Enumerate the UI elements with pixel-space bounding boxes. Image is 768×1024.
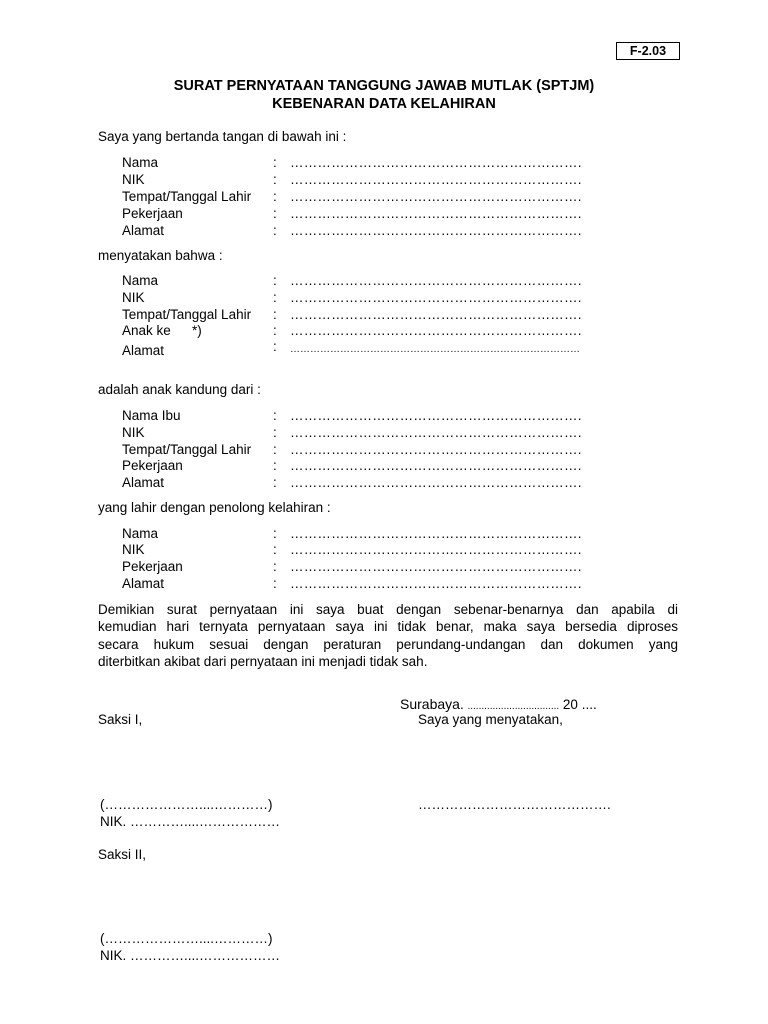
declarant-name-line: ……………………………………. (418, 797, 611, 812)
section2-label-ttl: Tempat/Tanggal Lahir (122, 307, 252, 322)
colon: : (273, 323, 277, 338)
section4-intro: yang lahir dengan penolong kelahiran : (98, 500, 331, 515)
fill-line: ………………………………………………………. (290, 273, 582, 288)
section1-label-nik: NIK (122, 172, 145, 187)
section4-label-nama: Nama (122, 526, 159, 541)
place-city: Surabaya (400, 696, 460, 712)
fill-line: ………………………………………………………. (290, 526, 582, 541)
colon: : (273, 576, 277, 591)
section2-label-anak-ke: Anak ke (122, 323, 171, 338)
saksi2-label: Saksi II, (98, 847, 147, 862)
section3-label-alamat: Alamat (122, 475, 165, 490)
section2-label-alamat: Alamat (122, 343, 165, 358)
colon: : (273, 425, 277, 440)
fill-line: ………………………………………………………. (290, 189, 582, 204)
saksi2-name-line: (…………………....…………) (100, 931, 273, 946)
fill-line: ………………………………………………………. (290, 458, 582, 473)
closing-line: kemudian hari ternyata pernyataan saya ini tidak benar, maka saya bersedia diproses (98, 619, 678, 635)
fill-line: ………………………………………………………. (290, 206, 582, 221)
closing-line: Demikian surat pernyataan ini saya buat dengan sebenar-benarnya dan apabila di (98, 602, 678, 617)
anak-ke-note: *) (192, 323, 202, 338)
section1-label-nama: Nama (122, 155, 159, 170)
colon: : (273, 526, 277, 541)
date-year: 20 .... (562, 697, 597, 712)
declarant-label: Saya yang menyatakan, (418, 712, 563, 727)
fill-line: ………………………………………………………. (290, 323, 582, 338)
colon: : (273, 542, 277, 557)
colon: : (273, 475, 277, 490)
fill-line: ………………………………………………………. (290, 172, 582, 187)
fill-line: ………………………………………………………. (290, 475, 582, 490)
section3-label-pekerjaan: Pekerjaan (122, 458, 183, 473)
colon: : (273, 172, 277, 187)
colon: : (273, 458, 277, 473)
fill-line: ………………………………………………………. (290, 559, 582, 574)
date-fill: ................................. (467, 701, 560, 712)
section3-label-nik: NIK (122, 425, 145, 440)
form-code-box: F-2.03 (616, 42, 680, 60)
colon: : (273, 339, 277, 354)
fill-line: ………………………………………………………. (290, 155, 582, 170)
saksi1-name-line: (…………………....…………) (100, 797, 273, 812)
fill-line: ………………………………………………………. (290, 576, 582, 591)
document-title: SURAT PERNYATAAN TANGGUNG JAWAB MUTLAK (SPTJM) (173, 78, 595, 94)
section4-label-nik: NIK (122, 542, 145, 557)
section2-label-nik: NIK (122, 290, 145, 305)
colon: : (273, 155, 277, 170)
colon: : (273, 189, 277, 204)
document-subtitle: KEBENARAN DATA KELAHIRAN (272, 96, 496, 112)
fill-line-small: …………………………………………………………………………… (290, 344, 580, 355)
fill-line: ………………………………………………………. (290, 542, 582, 557)
place-date: Surabaya. ................................. 20 .... (400, 696, 597, 712)
fill-line: ………………………………………………………. (290, 223, 582, 238)
section3-label-ttl: Tempat/Tanggal Lahir (122, 442, 252, 457)
colon: : (273, 408, 277, 423)
fill-line: ………………………………………………………. (290, 408, 582, 423)
saksi1-label: Saksi I, (98, 712, 143, 727)
closing-paragraph (98, 601, 678, 671)
colon: : (273, 223, 277, 238)
section1-intro: Saya yang bertanda tangan di bawah ini : (98, 129, 347, 144)
fill-line: ………………………………………………………. (290, 307, 582, 322)
fill-line: ………………………………………………………. (290, 425, 582, 440)
section2-intro: menyatakan bahwa : (98, 248, 223, 263)
colon: : (273, 206, 277, 221)
colon: : (273, 559, 277, 574)
section2-label-nama: Nama (122, 273, 159, 288)
closing-line: diterbitkan akibat dari pernyataan ini menjadi tidak sah. (98, 654, 428, 670)
section1-label-alamat: Alamat (122, 223, 165, 238)
colon: : (273, 273, 277, 288)
saksi1-nik-line: NIK. …………....……………… (100, 814, 281, 829)
saksi2-nik-line: NIK. …………....……………… (100, 948, 281, 963)
colon: : (273, 442, 277, 457)
section3-intro: adalah anak kandung dari : (98, 382, 261, 397)
colon: : (273, 290, 277, 305)
colon: : (273, 307, 277, 322)
section3-label-nama-ibu: Nama Ibu (122, 408, 181, 423)
section1-label-pekerjaan: Pekerjaan (122, 206, 183, 221)
closing-line: secara hukum sesuai dengan peraturan perundang-undangan dan dokumen yang (98, 636, 678, 652)
section4-label-alamat: Alamat (122, 576, 165, 591)
section1-label-ttl: Tempat/Tanggal Lahir (122, 189, 252, 204)
fill-line: ………………………………………………………. (290, 442, 582, 457)
fill-line: ………………………………………………………. (290, 290, 582, 305)
section4-label-pekerjaan: Pekerjaan (122, 559, 183, 574)
